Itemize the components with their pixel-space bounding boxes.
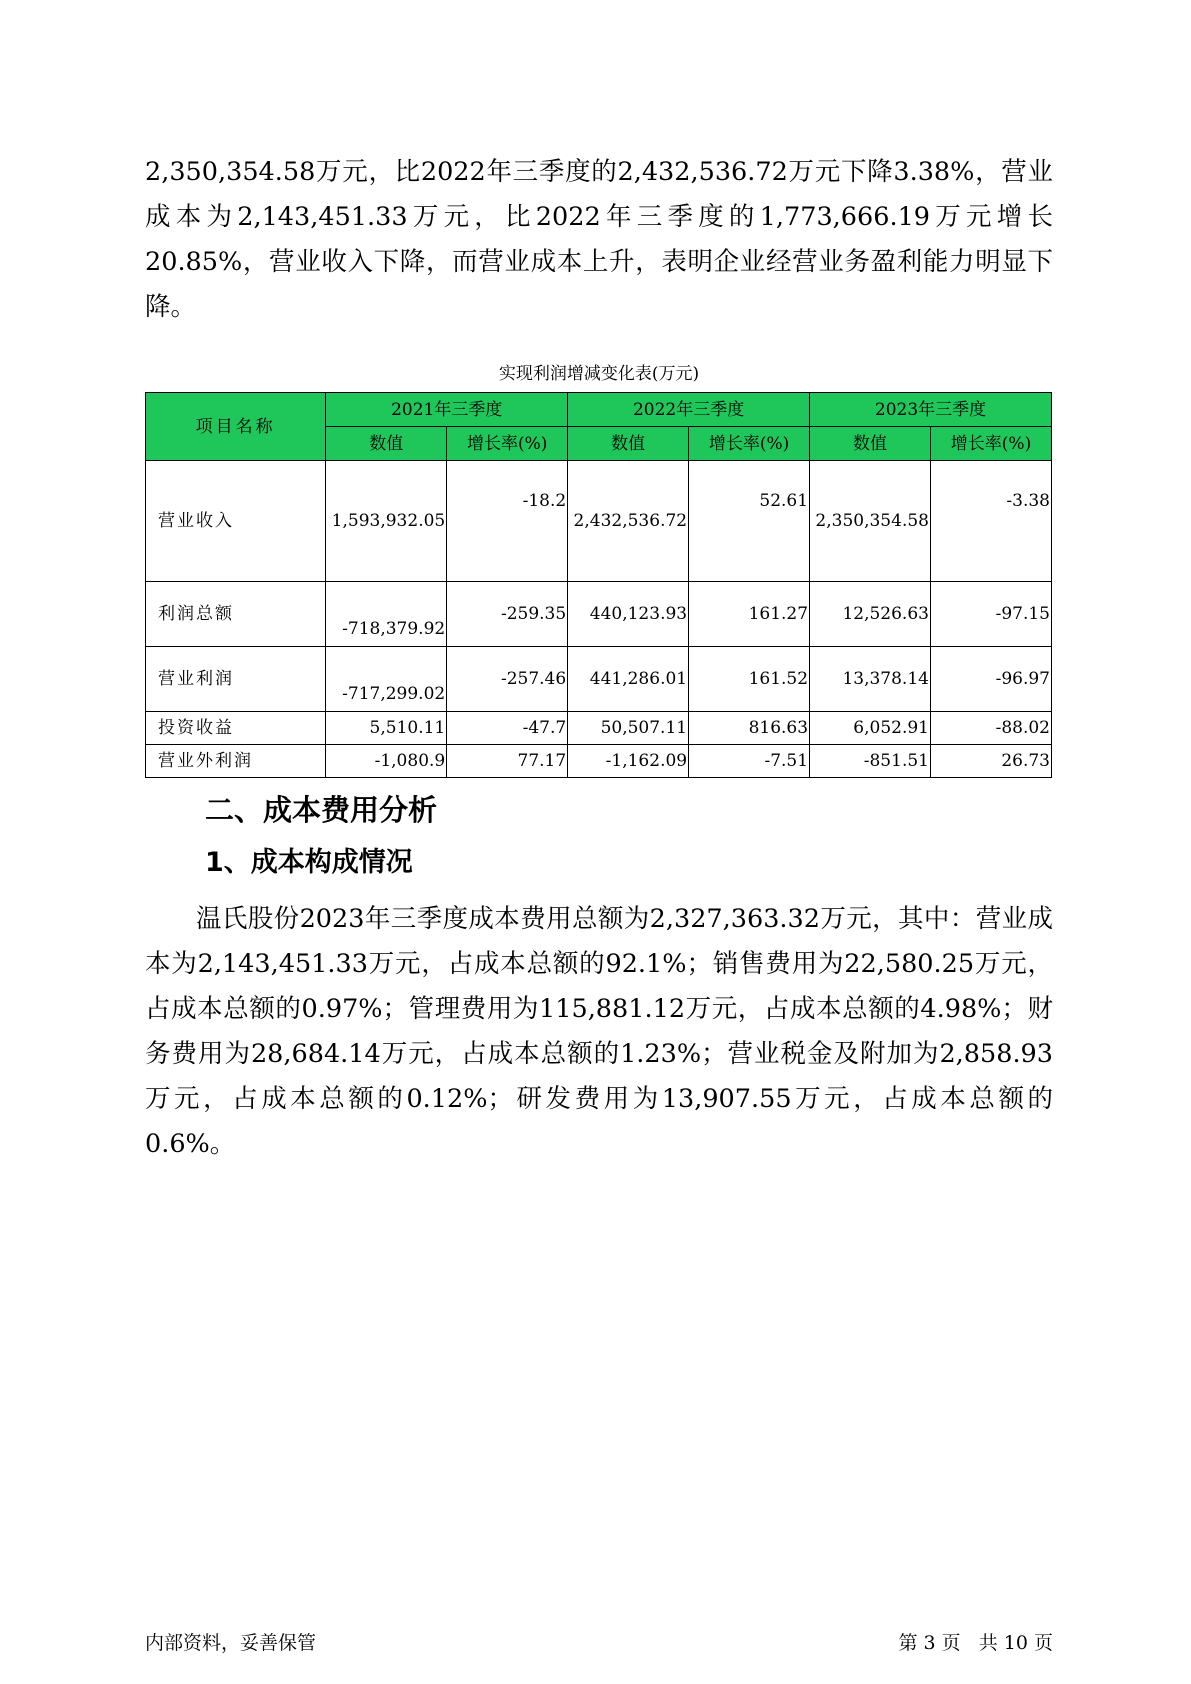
table-caption: 实现利润增减变化表(万元) [498,364,700,384]
table-cell: 1,593,932.05 [326,461,447,582]
footer-page-number: 第 3 页 共 10 页 [898,1632,1053,1654]
row-label: 营业外利润 [146,745,326,778]
intro-paragraph: 2,350,354.58万元，比2022年三季度的2,432,536.72万元下降3.38%，营业成本为2,143,451.33万元，比2022年三季度的1,773,666.19万元增长20.85%，营业收入下降，而营业成本上升，表明企业经营业务盈利能力明显下降。 [145,157,1053,322]
row-label: 投资收益 [146,712,326,745]
header-year-2022: 2022年三季度 [568,393,810,427]
header-rate: 增长率(%) [447,427,568,461]
table-cell: 2,432,536.72 [568,461,689,582]
table-cell: -7.51 [689,745,810,778]
row-label: 营业收入 [146,461,326,582]
header-value: 数值 [568,427,689,461]
subsection-heading: 1、成本构成情况 [205,847,413,878]
table-cell: -1,080.9 [326,745,447,778]
header-year-2021: 2021年三季度 [326,393,568,427]
table-cell: 6,052.91 [810,712,931,745]
table-cell: -97.15 [930,582,1051,647]
cost-composition-paragraph: 温氏股份2023年三季度成本费用总额为2,327,363.32万元，其中：营业成本为2,143,451.33万元，占成本总额的92.1%；销售费用为22,580.25万元，占成本总额的0.97%；管理费用为115,881.12万元，占成本总额的4.98%；财务费用为28,684.14万元，占成本总额的1.23%；营业税金及附加为2,858.93万元，占成本总额的0.12%；研发费用为13,907.55万元，占成本总额的0.6%。 [145,904,1053,1159]
table-row [146,461,1052,582]
table-cell: -718,379.92 [326,582,447,647]
table-row [146,647,1052,712]
footer-confidential-note: 内部资料，妥善保管 [145,1632,317,1654]
section-heading: 二、成本费用分析 [205,793,438,827]
table-cell: -851.51 [810,745,931,778]
table-cell: 816.63 [689,712,810,745]
table-cell: -88.02 [930,712,1051,745]
table-cell: 161.27 [689,582,810,647]
header-year-2023: 2023年三季度 [810,393,1052,427]
table-cell: -3.38 [930,461,1051,582]
table-row [146,582,1052,647]
table-cell: -717,299.02 [326,647,447,712]
header-value: 数值 [810,427,931,461]
table-cell: -1,162.09 [568,745,689,778]
profit-change-table [145,392,1052,778]
header-value: 数值 [326,427,447,461]
table-cell: -18.2 [447,461,568,582]
row-label: 营业利润 [146,647,326,712]
table-cell: 12,526.63 [810,582,931,647]
table-row [146,712,1052,745]
table-cell: 2,350,354.58 [810,461,931,582]
table-cell: 50,507.11 [568,712,689,745]
table-cell: 5,510.11 [326,712,447,745]
table-cell: 441,286.01 [568,647,689,712]
table-cell: 13,378.14 [810,647,931,712]
table-cell: -96.97 [930,647,1051,712]
row-label: 利润总额 [146,582,326,647]
table-cell: 440,123.93 [568,582,689,647]
table-cell: 161.52 [689,647,810,712]
table-cell: -259.35 [447,582,568,647]
header-item-name: 项目名称 [146,393,326,461]
table-cell: -257.46 [447,647,568,712]
table-cell: 26.73 [930,745,1051,778]
header-rate: 增长率(%) [689,427,810,461]
header-rate: 增长率(%) [930,427,1051,461]
table-cell: -47.7 [447,712,568,745]
table-cell: 52.61 [689,461,810,582]
table-row [146,745,1052,778]
table-cell: 77.17 [447,745,568,778]
